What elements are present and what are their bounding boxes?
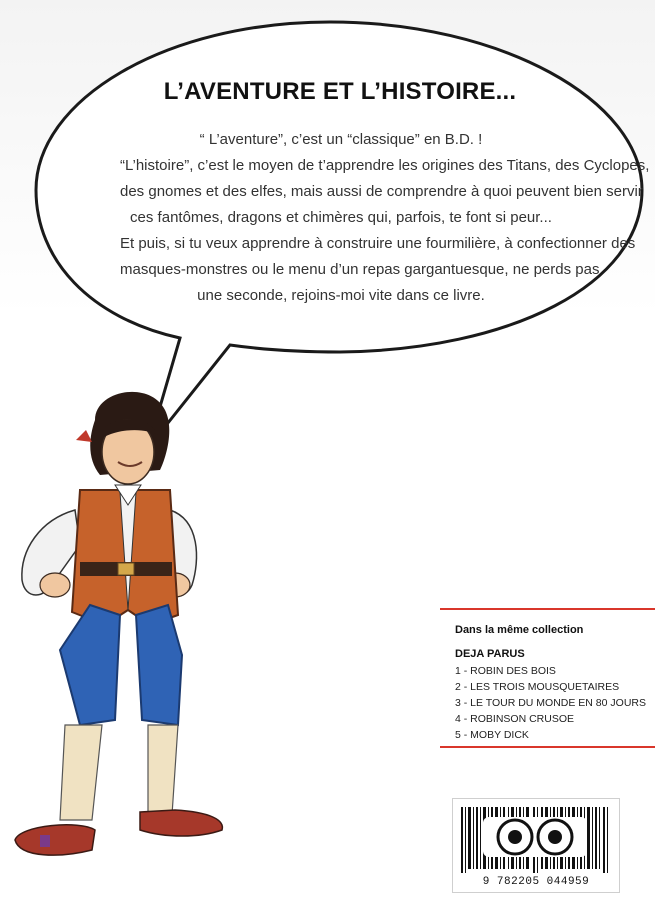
- bubble-line: une seconde, rejoins-moi vite dans ce livre.: [197, 287, 485, 304]
- barcode-number: 9 782205 044959: [482, 876, 590, 888]
- collection-title: Dans la même collection: [455, 624, 584, 636]
- bubble-line: Et puis, si tu veux apprendre à construire une fourmilière, à confectionner des: [120, 235, 636, 252]
- book-list: [455, 663, 646, 743]
- barcode: [452, 798, 620, 893]
- bubble-text: [120, 127, 650, 309]
- bubble-line: “ L’aventure”, c’est un “classique” en B.D. !: [199, 131, 483, 148]
- list-item: 4 - ROBINSON CRUSOE: [455, 713, 575, 725]
- bubble-line: ces fantômes, dragons et chimères qui, parfois, te font si peur...: [130, 209, 552, 226]
- bubble-title: L’AVENTURE ET L’HISTOIRE...: [163, 78, 517, 105]
- bubble-line: masques-monstres ou le menu d’un repas gargantuesque, ne perds pas: [120, 261, 600, 278]
- collection-box: [440, 608, 655, 748]
- list-item: 3 - LE TOUR DU MONDE EN 80 JOURS: [455, 697, 646, 709]
- list-item: 5 - MOBY DICK: [455, 729, 529, 741]
- hero-character-icon: [0, 380, 240, 895]
- publisher-logo-icon: [483, 817, 587, 857]
- bubble-line: “L’histoire”, c’est le moyen de t’apprendre les origines des Titans, des Cyclopes,: [120, 157, 650, 174]
- bubble-line: des gnomes et des elfes, mais aussi de comprendre à quoi peuvent bien servir: [120, 183, 643, 200]
- already-published-heading: DEJA PARUS: [455, 648, 525, 660]
- list-item: 1 - ROBIN DES BOIS: [455, 665, 556, 677]
- list-item: 2 - LES TROIS MOUSQUETAIRES: [455, 681, 620, 693]
- barcode-bars: [453, 799, 619, 875]
